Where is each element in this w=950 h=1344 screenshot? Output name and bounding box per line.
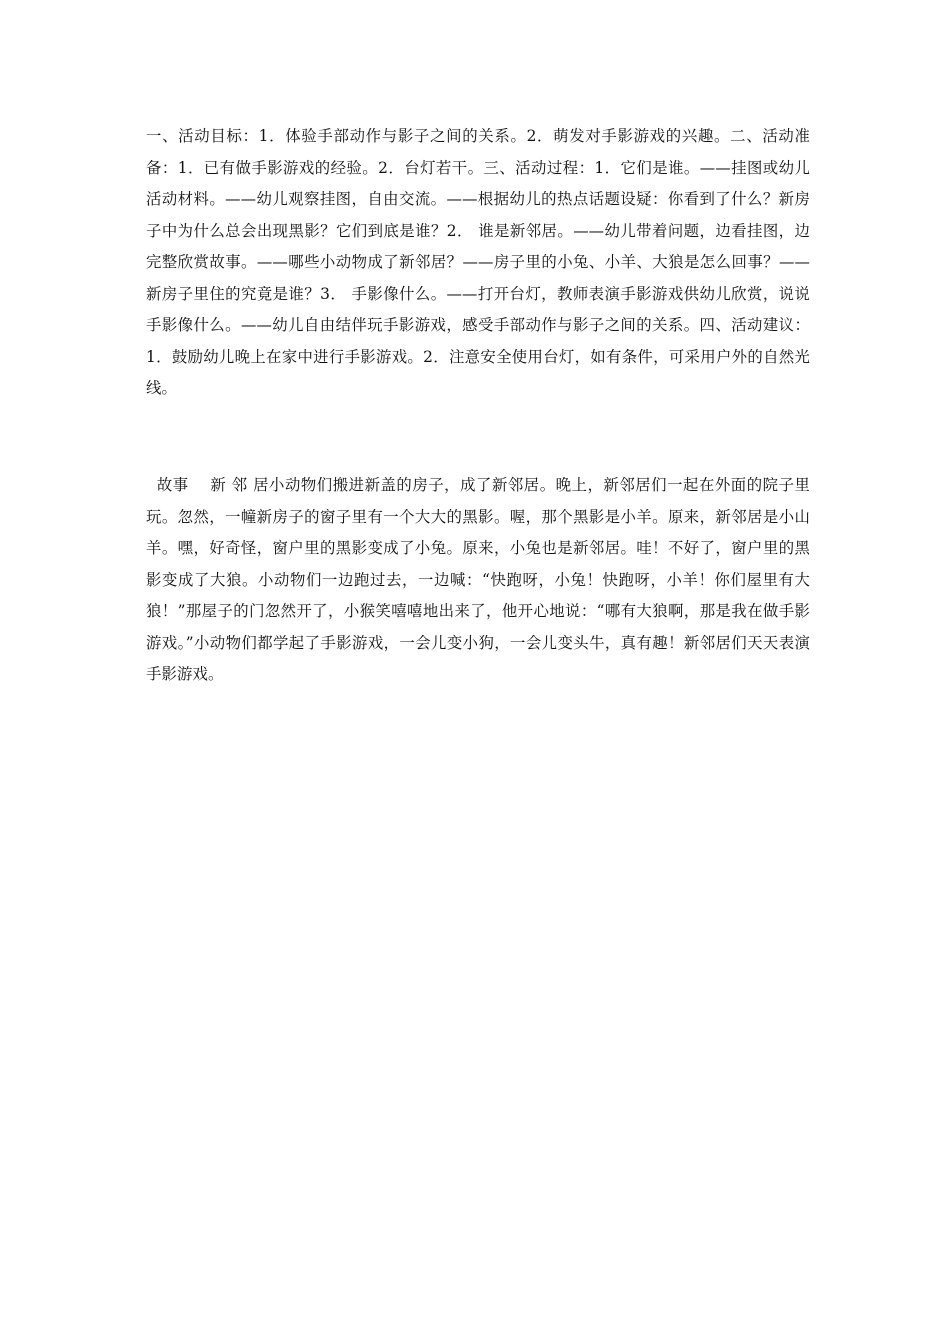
story-paragraph: 故事 新 邻 居小动物们搬进新盖的房子，成了新邻居。晚上，新邻居们一起在外面的院子里玩。忽然，一幢新房子的窗子里有一个大大的黑影。喔，那个黑影是小羊。原来，新邻居是小山羊。嘿，好奇怪，窗户里的黑影变成了小兔。原来，小兔也是新邻居。哇！不好了，窗户里的黑影变成了大狼。小动物们一边跑过去，一边喊：“快跑呀，小兔！快跑呀，小羊！你们屋里有大狼！”那屋子的门忽然开了，小猴笑嘻嘻地出来了，他开心地说：“哪有大狼啊，那是我在做手影游戏。”小动物们都学起了手影游戏，一会儿变小狗，一会儿变头牛，真有趣！新邻居们天天表演手影游戏。	[146, 476, 810, 683]
activity-plan-paragraph: 一、活动目标：1．体验手部动作与影子之间的关系。2．萌发对手影游戏的兴趣。二、活动准备：1．已有做手影游戏的经验。2．台灯若干。三、活动过程：1．它们是谁。——挂图或幼儿活动材料。——幼儿观察挂图，自由交流。——根据幼儿的热点话题设疑：你看到了什么？新房子中为什么总会出现黑影？它们到底是谁？2． 谁是新邻居。——幼儿带着问题，边看挂图，边完整欣赏故事。——哪些小动物成了新邻居？——房子里的小兔、小羊、大狼是怎么回事？——新房子里住的究竟是谁？3． 手影像什么。——打开台灯，教师表演手影游戏供幼儿欣赏，说说手影像什么。——幼儿自由结伴玩手影游戏，感受手部动作与影子之间的关系。四、活动建议：1．鼓励幼儿晚上在家中进行手影游戏。2．注意安全使用台灯，如有条件，可采用户外的自然光线。	[146, 127, 810, 397]
